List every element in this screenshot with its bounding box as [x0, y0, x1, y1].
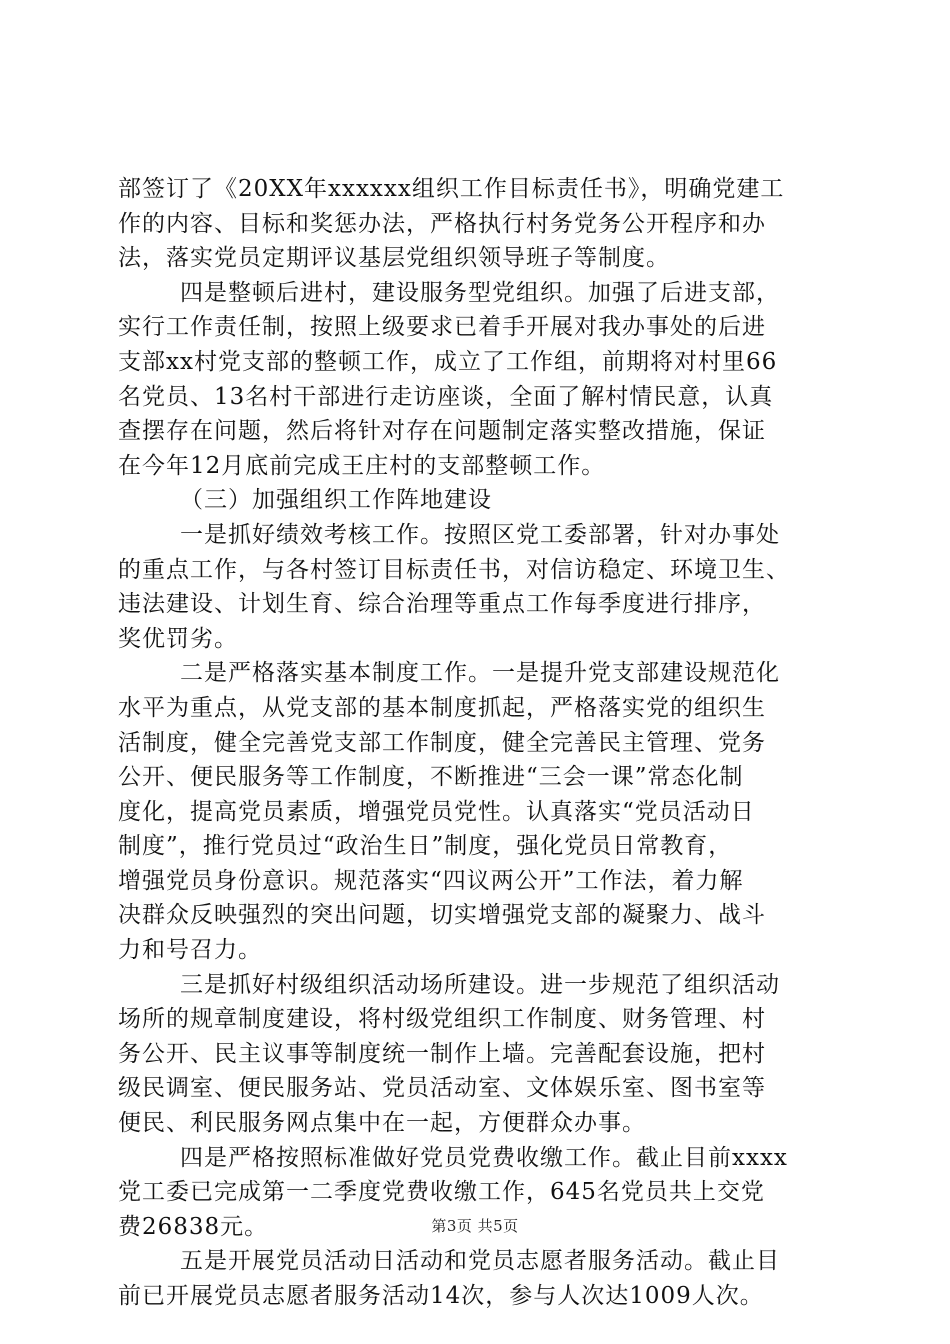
paragraph-start-line: 一是抓好绩效考核工作。按照区党工委部署，针对办事处 — [180, 521, 780, 548]
page-number-footer: 第3页 共5页 — [431, 1217, 519, 1235]
paragraph-start-line: 五是开展党员活动日活动和党员志愿者服务活动。截止目 — [180, 1248, 780, 1275]
body-text — [118, 172, 858, 1314]
text-line: 前已开展党员志愿者服务活动14次，参与人次达1009人次。 — [118, 1283, 764, 1309]
paragraph-start-line: 四是严格按照标准做好党员党费收缴工作。截止目前xxxx — [180, 1144, 788, 1171]
text-line: 水平为重点，从党支部的基本制度抓起，严格落实党的组织生 — [118, 694, 766, 721]
paragraph-start-line: 二是严格落实基本制度工作。一是提升党支部建设规范化 — [180, 660, 780, 687]
text-line: 名党员、13名村干部进行走访座谈，全面了解村情民意，认真 — [118, 383, 774, 410]
text-line: 制度”，推行党员过“政治生日”制度，强化党员日常教育， — [118, 833, 733, 860]
text-line: 度化，提高党员素质，增强党员党性。认真落实“党员活动日 — [118, 798, 755, 825]
text-line: 的重点工作，与各村签订目标责任书，对信访稳定、环境卫生、 — [118, 556, 790, 583]
text-line: 法，落实党员定期评议基层党组织领导班子等制度。 — [118, 245, 670, 272]
text-line: 决群众反映强烈的突出问题，切实增强党支部的凝聚力、战斗 — [118, 902, 766, 929]
text-line: 奖优罚劣。 — [118, 625, 238, 652]
text-line: 力和号召力。 — [118, 937, 262, 964]
text-line: 在今年12月底前完成王庄村的支部整顿工作。 — [118, 452, 606, 479]
text-line: 作的内容、目标和奖惩办法，严格执行村务党务公开程序和办 — [118, 210, 766, 237]
text-line: 公开、便民服务等工作制度，不断推进“三会一课”常态化制 — [118, 764, 744, 791]
text-line: 增强党员身份意识。规范落实“四议两公开”工作法，着力解 — [118, 867, 744, 894]
text-line: 务公开、民主议事等制度统一制作上墙。完善配套设施，把村 — [118, 1040, 766, 1067]
section-heading: （三）加强组织工作阵地建设 — [180, 487, 492, 514]
text-line: 活制度，健全完善党支部工作制度，健全完善民主管理、党务 — [118, 729, 766, 756]
text-line: 级民调室、便民服务站、党员活动室、文体娱乐室、图书室等 — [118, 1075, 766, 1102]
paragraph-start-line: 四是整顿后进村，建设服务型党组织。加强了后进支部， — [180, 279, 780, 306]
text-line: 支部xx村党支部的整顿工作，成立了工作组，前期将对村里66 — [118, 348, 778, 375]
text-line: 场所的规章制度建设，将村级党组织工作制度、财务管理、村 — [118, 1006, 766, 1033]
paragraph-start-line: 三是抓好村级组织活动场所建设。进一步规范了组织活动 — [180, 971, 780, 998]
text-line: 党工委已完成第一二季度党费收缴工作，645名党员共上交党 — [118, 1179, 765, 1206]
text-line: 部签订了《20XX年xxxxxx组织工作目标责任书》，明确党建工 — [118, 176, 785, 202]
text-line: 实行工作责任制，按照上级要求已着手开展对我办事处的后进 — [118, 314, 766, 341]
text-line: 便民、利民服务网点集中在一起，方便群众办事。 — [118, 1110, 646, 1137]
text-line: 费26838元。 — [118, 1213, 269, 1240]
text-line: 查摆存在问题，然后将针对存在问题制定落实整改措施，保证 — [118, 418, 766, 445]
text-line: 违法建设、计划生育、综合治理等重点工作每季度进行排序， — [118, 591, 766, 618]
